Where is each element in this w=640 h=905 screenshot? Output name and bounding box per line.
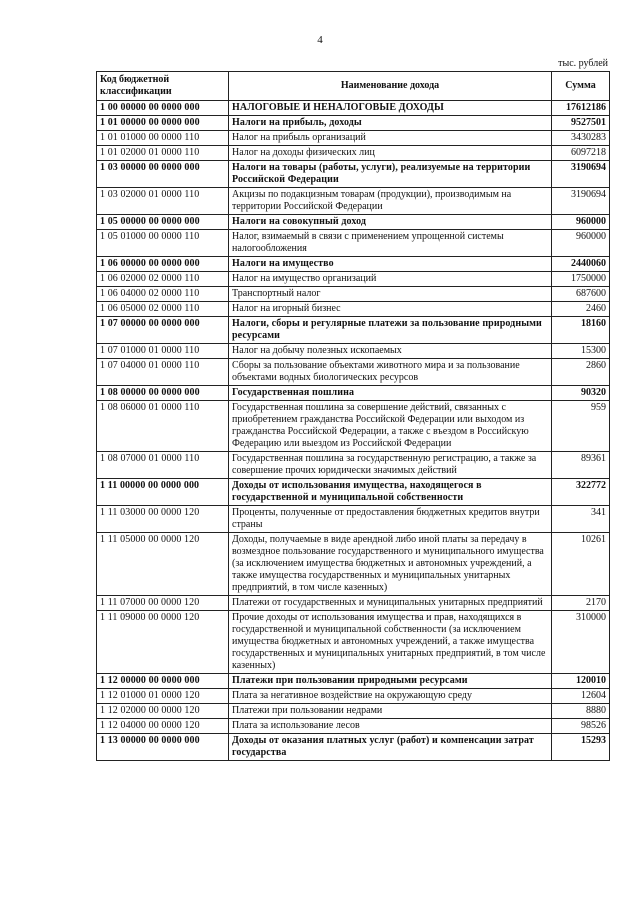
table-row: [97, 230, 610, 257]
table-row: [97, 689, 610, 704]
code-cell: 1 06 00000 00 0000 000: [97, 257, 229, 272]
amount-cell: 687600: [552, 287, 610, 302]
name-cell: Акцизы по подакцизным товарам (продукции), производимым на территории Российской Федерации: [229, 188, 552, 215]
name-cell: Платежи при пользовании природными ресурсами: [229, 674, 552, 689]
table-row: [97, 452, 610, 479]
table-row: [97, 386, 610, 401]
name-cell: Доходы, получаемые в виде арендной либо иной платы за передачу в возмездное пользование государственного и муниципального имущества (за исключением имущества бюджетных и автономных учреждений, а также имущества государственных и муниципальных унитарных предприятий, в том числе казенных): [229, 533, 552, 596]
amount-cell: 3190694: [552, 188, 610, 215]
name-cell: Плата за негативное воздействие на окружающую среду: [229, 689, 552, 704]
code-cell: 1 07 04000 01 0000 110: [97, 359, 229, 386]
code-cell: 1 01 01000 00 0000 110: [97, 131, 229, 146]
name-cell: Прочие доходы от использования имущества и прав, находящихся в государственной и муниципальной собственности (за исключением имущества бюджетных и автономных учреждений, а также имущества государственных и муниципальных унитарных предприятий, в том числе казенных): [229, 611, 552, 674]
header-name: Наименование дохода: [229, 72, 552, 101]
units-label: тыс. рублей: [558, 58, 608, 69]
name-cell: Налоги на совокупный доход: [229, 215, 552, 230]
name-cell: Плата за использование лесов: [229, 719, 552, 734]
table-row: [97, 506, 610, 533]
amount-cell: 310000: [552, 611, 610, 674]
page-number: 4: [317, 34, 323, 46]
code-cell: 1 12 02000 00 0000 120: [97, 704, 229, 719]
amount-cell: 15300: [552, 344, 610, 359]
code-cell: 1 06 02000 02 0000 110: [97, 272, 229, 287]
table-row: [97, 674, 610, 689]
name-cell: Налог, взимаемый в связи с применением упрощенной системы налогообложения: [229, 230, 552, 257]
table-row: [97, 533, 610, 596]
code-cell: 1 03 00000 00 0000 000: [97, 161, 229, 188]
table-row: [97, 344, 610, 359]
table-row: [97, 287, 610, 302]
name-cell: Платежи от государственных и муниципальных унитарных предприятий: [229, 596, 552, 611]
name-cell: НАЛОГОВЫЕ И НЕНАЛОГОВЫЕ ДОХОДЫ: [229, 101, 552, 116]
amount-cell: 2460: [552, 302, 610, 317]
table-row: [97, 734, 610, 761]
amount-cell: 2170: [552, 596, 610, 611]
amount-cell: 2860: [552, 359, 610, 386]
code-cell: 1 12 01000 01 0000 120: [97, 689, 229, 704]
code-cell: 1 00 00000 00 0000 000: [97, 101, 229, 116]
code-cell: 1 11 03000 00 0000 120: [97, 506, 229, 533]
table-body: [97, 101, 610, 761]
code-cell: 1 11 07000 00 0000 120: [97, 596, 229, 611]
revenue-table: [96, 71, 610, 761]
table-row: [97, 302, 610, 317]
table-header-row: [97, 72, 610, 101]
amount-cell: 3190694: [552, 161, 610, 188]
code-cell: 1 06 04000 02 0000 110: [97, 287, 229, 302]
amount-cell: 89361: [552, 452, 610, 479]
name-cell: Налоги на имущество: [229, 257, 552, 272]
code-cell: 1 08 06000 01 0000 110: [97, 401, 229, 452]
amount-cell: 17612186: [552, 101, 610, 116]
amount-cell: 9527501: [552, 116, 610, 131]
table-row: [97, 257, 610, 272]
name-cell: Государственная пошлина: [229, 386, 552, 401]
name-cell: Транспортный налог: [229, 287, 552, 302]
code-cell: 1 13 00000 00 0000 000: [97, 734, 229, 761]
code-cell: 1 01 02000 01 0000 110: [97, 146, 229, 161]
amount-cell: 10261: [552, 533, 610, 596]
amount-cell: 18160: [552, 317, 610, 344]
table-row: [97, 611, 610, 674]
table-row: [97, 704, 610, 719]
code-cell: 1 08 07000 01 0000 110: [97, 452, 229, 479]
table-row: [97, 596, 610, 611]
table-row: [97, 719, 610, 734]
amount-cell: 98526: [552, 719, 610, 734]
code-cell: 1 11 00000 00 0000 000: [97, 479, 229, 506]
name-cell: Государственная пошлина за совершение действий, связанных с приобретением гражданства Российской Федерации или выходом из гражданства Российской Федерации, а также с въездом в Российскую Федерацию или выездом из Российской Федерации: [229, 401, 552, 452]
table-row: [97, 359, 610, 386]
amount-cell: 959: [552, 401, 610, 452]
name-cell: Налоги на прибыль, доходы: [229, 116, 552, 131]
name-cell: Доходы от оказания платных услуг (работ) и компенсации затрат государства: [229, 734, 552, 761]
code-cell: 1 12 04000 00 0000 120: [97, 719, 229, 734]
name-cell: Налог на игорный бизнес: [229, 302, 552, 317]
name-cell: Платежи при пользовании недрами: [229, 704, 552, 719]
amount-cell: 3430283: [552, 131, 610, 146]
code-cell: 1 11 05000 00 0000 120: [97, 533, 229, 596]
table-row: [97, 116, 610, 131]
code-cell: 1 07 01000 01 0000 110: [97, 344, 229, 359]
code-cell: 1 06 05000 02 0000 110: [97, 302, 229, 317]
amount-cell: 6097218: [552, 146, 610, 161]
amount-cell: 120010: [552, 674, 610, 689]
table-row: [97, 215, 610, 230]
amount-cell: 2440060: [552, 257, 610, 272]
table-row: [97, 272, 610, 287]
table-row: [97, 131, 610, 146]
name-cell: Налоги на товары (работы, услуги), реализуемые на территории Российской Федерации: [229, 161, 552, 188]
amount-cell: 90320: [552, 386, 610, 401]
header-code: Код бюджетной классификации: [97, 72, 229, 101]
amount-cell: 8880: [552, 704, 610, 719]
table-row: [97, 146, 610, 161]
name-cell: Государственная пошлина за государственную регистрацию, а также за совершение прочих юридически значимых действий: [229, 452, 552, 479]
name-cell: Налог на прибыль организаций: [229, 131, 552, 146]
code-cell: 1 01 00000 00 0000 000: [97, 116, 229, 131]
table-row: [97, 401, 610, 452]
table-row: [97, 479, 610, 506]
amount-cell: 341: [552, 506, 610, 533]
name-cell: Налог на добычу полезных ископаемых: [229, 344, 552, 359]
code-cell: 1 05 01000 00 0000 110: [97, 230, 229, 257]
code-cell: 1 12 00000 00 0000 000: [97, 674, 229, 689]
amount-cell: 1750000: [552, 272, 610, 287]
name-cell: Проценты, полученные от предоставления бюджетных кредитов внутри страны: [229, 506, 552, 533]
table-row: [97, 161, 610, 188]
code-cell: 1 08 00000 00 0000 000: [97, 386, 229, 401]
code-cell: 1 03 02000 01 0000 110: [97, 188, 229, 215]
amount-cell: 960000: [552, 230, 610, 257]
name-cell: Доходы от использования имущества, находящегося в государственной и муниципальной собственности: [229, 479, 552, 506]
amount-cell: 960000: [552, 215, 610, 230]
amount-cell: 322772: [552, 479, 610, 506]
table-row: [97, 101, 610, 116]
header-sum: Сумма: [552, 72, 610, 101]
name-cell: Налог на доходы физических лиц: [229, 146, 552, 161]
amount-cell: 15293: [552, 734, 610, 761]
code-cell: 1 11 09000 00 0000 120: [97, 611, 229, 674]
name-cell: Налоги, сборы и регулярные платежи за пользование природными ресурсами: [229, 317, 552, 344]
code-cell: 1 05 00000 00 0000 000: [97, 215, 229, 230]
name-cell: Налог на имущество организаций: [229, 272, 552, 287]
table-row: [97, 317, 610, 344]
table-row: [97, 188, 610, 215]
amount-cell: 12604: [552, 689, 610, 704]
name-cell: Сборы за пользование объектами животного мира и за пользование объектами водных биологических ресурсов: [229, 359, 552, 386]
code-cell: 1 07 00000 00 0000 000: [97, 317, 229, 344]
